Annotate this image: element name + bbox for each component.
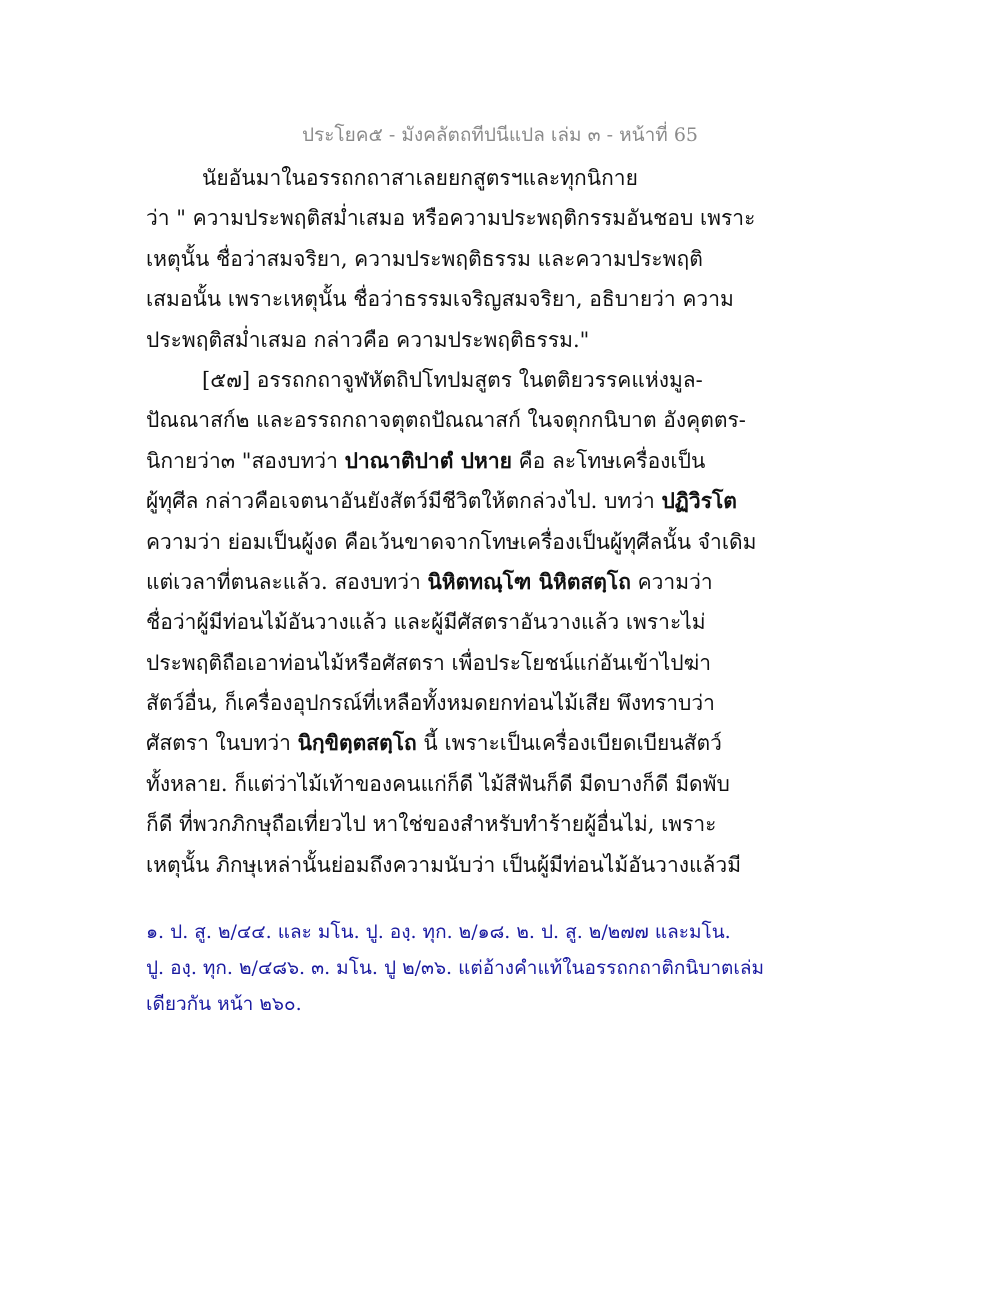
text-segment: คือ ละโทษเครื่องเป็น bbox=[511, 448, 706, 473]
text-line: ทั้งหลาย. ก็แต่ว่าไม้เท้าของคนแก่ก็ดี ไม้สีฟันก็ดี มีดบางก็ดี มีดพับ bbox=[146, 771, 730, 796]
text-segment: ศัสตรา ในบทว่า bbox=[146, 731, 298, 756]
text-line bbox=[146, 723, 846, 763]
pali-term: ปาณาติปาตํ ปหาย bbox=[344, 447, 512, 473]
text-line: ความว่า ย่อมเป็นผู้งด คือเว้นขาดจากโทษเครื่องเป็นผู้ทุศีลนั้น จำเดิม bbox=[146, 529, 757, 554]
footnote-line: เดียวกัน หน้า ๒๖๐. bbox=[146, 993, 302, 1015]
text-line: นัยอันมาในอรรถกถาสาเลยยกสูตรฯและทุกนิกาย bbox=[202, 166, 638, 190]
text-line: ว่า " ความประพฤติสม่ำเสมอ หรือความประพฤติกรรมอันชอบ เพราะ bbox=[146, 206, 756, 231]
text-line: เสมอนั้น เพราะเหตุนั้น ชื่อว่าธรรมเจริญสมจริยา, อธิบายว่า ความ bbox=[146, 287, 734, 312]
text-segment: แต่เวลาที่ตนละแล้ว. สองบทว่า bbox=[146, 569, 428, 594]
pali-term: ปฏิวิรโต bbox=[661, 488, 737, 514]
text-line: ชื่อว่าผู้มีท่อนไม้อันวางแล้ว และผู้มีศัสตราอันวางแล้ว เพราะไม่ bbox=[146, 610, 706, 635]
text-segment: ความว่า bbox=[630, 569, 713, 594]
main-text bbox=[146, 158, 846, 885]
text-line bbox=[146, 481, 846, 521]
pali-term: นิกฺขิตฺตสตฺโถ bbox=[297, 730, 417, 756]
footnote-line: ปู. องฺ. ทุก. ๒/๔๘๖. ๓. มโน. ปู ๒/๓๖. แต่อ้างคำแท้ในอรรถกถาติกนิบาตเล่ม bbox=[146, 957, 765, 979]
text-line bbox=[146, 562, 846, 602]
text-line: สัตว์อื่น, ก็เครื่องอุปกรณ์ที่เหลือทั้งหมดยกท่อนไม้เสีย พึงทราบว่า bbox=[146, 691, 715, 716]
text-line: ประพฤติถือเอาท่อนไม้หรือศัสตรา เพื่อประโยชน์แก่อันเข้าไปฆ่า bbox=[146, 650, 712, 675]
footnotes bbox=[146, 914, 866, 1022]
footnote-line: ๑. ป. สู. ๒/๔๔. และ มโน. ปู. องฺ. ทุก. ๒/๑๘. ๒. ป. สู. ๒/๒๗๗ และมโน. bbox=[146, 921, 731, 943]
text-line: เหตุนั้น ภิกษุเหล่านั้นย่อมถึงความนับว่า เป็นผู้มีท่อนไม้อันวางแล้วมี bbox=[146, 852, 742, 877]
text-line: ปัณณาสก์๒ และอรรถกถาจตุตถปัณณาสก์ ในจตุกกนิบาต อังคุตตร- bbox=[146, 408, 746, 433]
text-segment: นิกายว่า๓ "สองบทว่า bbox=[146, 448, 345, 473]
text-segment: นี้ เพราะเป็นเครื่องเบียดเบียนสัตว์ bbox=[416, 731, 722, 756]
text-line: [๕๗] อรรถกถาจูฬหัตถิปโทปมสูตร ในตติยวรรคแห่งมูล- bbox=[202, 367, 703, 392]
pali-term: นิหิตทณฺโฑ นิหิตสตฺโถ bbox=[427, 568, 631, 594]
text-line: ประพฤติสม่ำเสมอ กล่าวคือ ความประพฤติธรรม." bbox=[146, 327, 590, 352]
text-line bbox=[146, 441, 846, 481]
page-header: ประโยค๕ - มังคลัตถทีปนีแปล เล่ม ๓ - หน้าที่ 65 bbox=[301, 124, 699, 146]
text-line: เหตุนั้น ชื่อว่าสมจริยา, ความประพฤติธรรม และความประพฤติ bbox=[146, 246, 703, 271]
text-segment: ผู้ทุศีล กล่าวคือเจตนาอันยังสัตว์มีชีวิตให้ตกล่วงไป. บทว่า bbox=[146, 489, 662, 514]
text-line: ก็ดี ที่พวกภิกษุถือเที่ยวไป หาใช่ของสำหรับทำร้ายผู้อื่นไม่, เพราะ bbox=[146, 812, 717, 837]
